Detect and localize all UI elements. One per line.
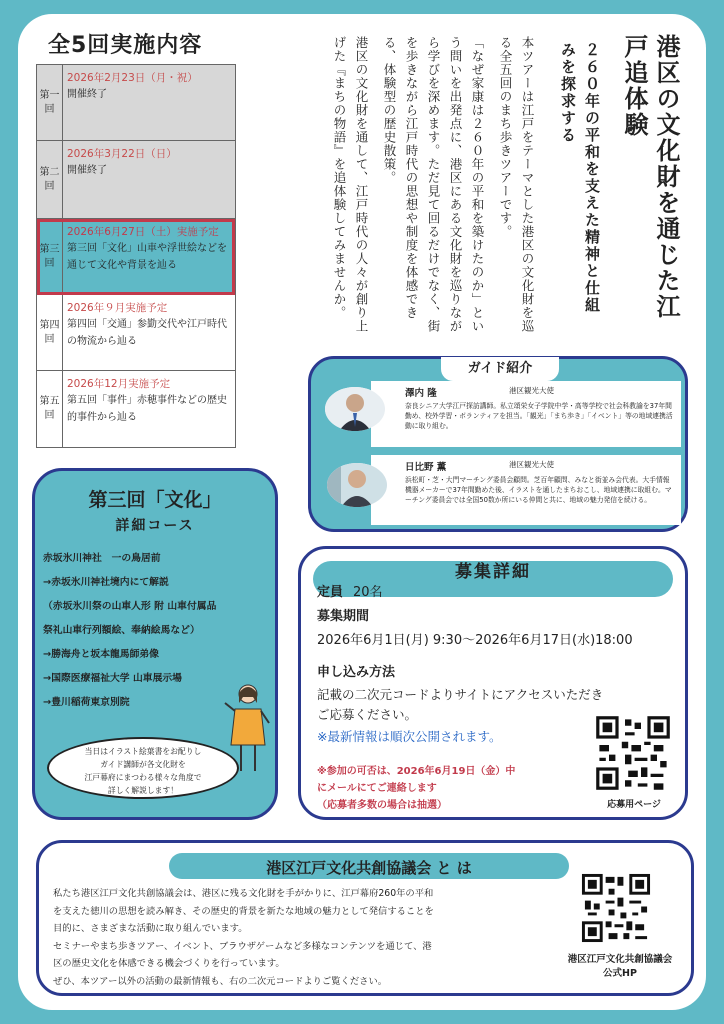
guide-title: ガイド紹介 [441, 357, 559, 381]
schedule-number: 第五回 [37, 371, 63, 447]
recruitment-section [298, 546, 688, 820]
capacity-value: 20名 [353, 585, 383, 600]
council-title: 港区江戸文化共創協議会 と は [266, 859, 472, 877]
schedule-row [37, 295, 235, 371]
note-line: にメールにてご連絡します [317, 783, 437, 794]
course-item: →豊川稲荷東京別院 [43, 697, 130, 708]
course-item: →赤坂氷川神社境内にて解説 [43, 577, 169, 588]
period-label: 募集期間 [317, 609, 370, 624]
schedule-row [37, 141, 235, 219]
intro-subtitle: ２６０年の平和を支えた精神と仕組みを探求する [559, 42, 601, 314]
guide-photo [327, 463, 387, 507]
schedule-table [36, 64, 236, 448]
council-line: 私たち港区江戸文化共創協議会は、港区に残る文化財を手がかりに、江戸幕府260年の平和 [53, 888, 434, 899]
apply-label: 申し込み方法 [317, 665, 396, 680]
detail-course-section [32, 468, 278, 820]
course-item: （赤坂氷川祭の山車人形 附 山車付属品 [43, 601, 217, 612]
intro-body [268, 36, 538, 336]
guide-role: 港区観光大使 [509, 460, 554, 469]
council-line: 目的に、さまざまな活動に取り組んでいます。 [53, 923, 248, 934]
qr-caption: 応募用ページ [607, 800, 661, 810]
schedule-date: 2026年2月23日（月・祝） [67, 72, 198, 84]
council-qr-code[interactable] [579, 871, 653, 945]
detail-subtitle: 詳細コース [115, 518, 195, 534]
apply-text: 記載の二次元コードよりサイトにアクセスいただき [317, 687, 604, 702]
schedule-desc: 開催終了 [67, 89, 107, 100]
schedule-desc: 第三回「文化」山車や浮世絵などを通じて文化や背景を辿る [67, 243, 227, 271]
schedule-desc: 第五回「事件」赤穂事件などの歴史的事件から辿る [67, 395, 227, 423]
council-qr-caption [555, 953, 685, 981]
schedule-number: 第四回 [37, 295, 63, 370]
schedule-date: 2026年3月22日（日） [67, 148, 177, 160]
bubble-line: 詳しく解説します！ [107, 786, 179, 795]
latest-note: ※最新情報は順次公開されます。 [317, 729, 502, 744]
capacity-label: 定員 [317, 585, 344, 600]
apply-text: ご応募ください。 [317, 707, 418, 722]
guide-name: 日比野 薫 [405, 462, 447, 473]
guide-card [371, 381, 681, 447]
note-line: （応募者多数の場合は抽選） [317, 800, 447, 811]
note-line: ※参加の可否は、2026年6月19日（金）中 [317, 766, 516, 777]
period-value: 2026年6月1日(月) 9:30～2026年6月17日(水)18:00 [317, 633, 633, 648]
course-item: 赤坂氷川神社 一の鳥居前 [43, 553, 161, 564]
intro-title: 港区の文化財を通じた江戸追体験 [620, 34, 680, 320]
intro-paragraph: 港区の文化財を通して、江戸時代の人々が創り上げた『まちの物語』を追体験してみませんか。 [332, 36, 369, 333]
council-section [36, 840, 694, 996]
guide-section [308, 356, 688, 532]
detail-title: 第三回「文化」 [88, 489, 222, 511]
qr-caption-line: 公式HP [603, 968, 637, 979]
bubble-line: ガイド講師が各文化財を [100, 760, 186, 769]
schedule-row-current [37, 219, 235, 295]
intro-paragraph: 「なぜ家康は２６０年の平和を築けたのか」という問いを出発点に、港区にある文化財を巡りながら学びを深めます。ただ見て回るだけでなく、街を歩きながら江戸時代の思想や制度を体感できる、体験型の歴史散策。 [382, 36, 485, 333]
result-note [317, 763, 515, 814]
schedule-title: 全5回実施内容 [48, 33, 203, 58]
schedule-number: 第一回 [37, 65, 63, 140]
guide-card [371, 455, 681, 525]
capacity [317, 581, 383, 600]
schedule-desc: 第四回「交通」参勤交代や江戸時代の物流から辿る [67, 319, 227, 347]
recruit-title: 募集詳細 [455, 562, 531, 582]
course-item: 祭礼山車行列額絵、奉納絵馬など） [43, 625, 200, 636]
guide-photo [325, 387, 385, 431]
intro-paragraph: 本ツアーは江戸をテーマとした港区の文化財を巡る全五回のまち歩きツアーです。 [498, 36, 535, 333]
schedule-date: 2026年９月実施予定 [67, 302, 168, 314]
council-line: 区の歴史文化を体感できる機会づくりを行っています。 [53, 958, 285, 969]
application-qr-code[interactable] [593, 713, 673, 793]
schedule-date: 2026年12月実施予定 [67, 378, 171, 390]
schedule-date: 2026年6月27日（土）実施予定 [67, 226, 219, 238]
guide-name: 澤内 隆 [405, 388, 437, 399]
council-line: セミナーやまち歩きツアー、イベント、ブラウザゲームなど多様なコンテンツを通じて、港 [53, 940, 432, 952]
council-description [53, 885, 563, 990]
speech-bubble [47, 737, 239, 799]
qr-caption-line: 港区江戸文化共創協議会 [567, 954, 673, 965]
schedule-number: 第二回 [37, 141, 63, 218]
schedule-row [37, 371, 235, 447]
bubble-line: 当日はイラスト絵葉書をお配りし [84, 747, 202, 756]
schedule-desc: 開催終了 [67, 165, 107, 176]
guide-bio: 奈良シニア大学江戸探訪講師。私立頌栄女子学院中学・高等学校で社会科教諭を37年間勤め、校外学習・ボランティアを担当。「観光」「まち歩き」「イベント」等の地域連携活動に取り組む。 [405, 402, 673, 430]
schedule-number: 第三回 [37, 219, 63, 294]
council-line: を支えた徳川の思想を読み解き、その歴史的背景を新たな地域の魅力として発信することを [53, 905, 434, 917]
schedule-row [37, 65, 235, 141]
course-item: →国際医療福祉大学 山車展示場 [43, 673, 182, 684]
council-line: ぜひ、本ツアー以外の活動の最新情報も、右の二次元コードよりご覧ください。 [53, 975, 388, 987]
guide-bio: 浜松町・芝・大門マーチング委員会顧問。芝百年顧問、みなと街並み会代表。大手情報機器メーカーで37年間勤めた後、イラストを通したまちおこし、地域連携に取組む。マーチング委員会では全国50数か所にいる仲間と共に、地域の魅力発信を続ける。 [405, 476, 672, 504]
guide-role: 港区観光大使 [509, 386, 554, 395]
course-item: →勝海舟と坂本龍馬師弟像 [43, 649, 159, 660]
bubble-line: 江戸幕府にまつわる様々な角度で [84, 773, 202, 782]
